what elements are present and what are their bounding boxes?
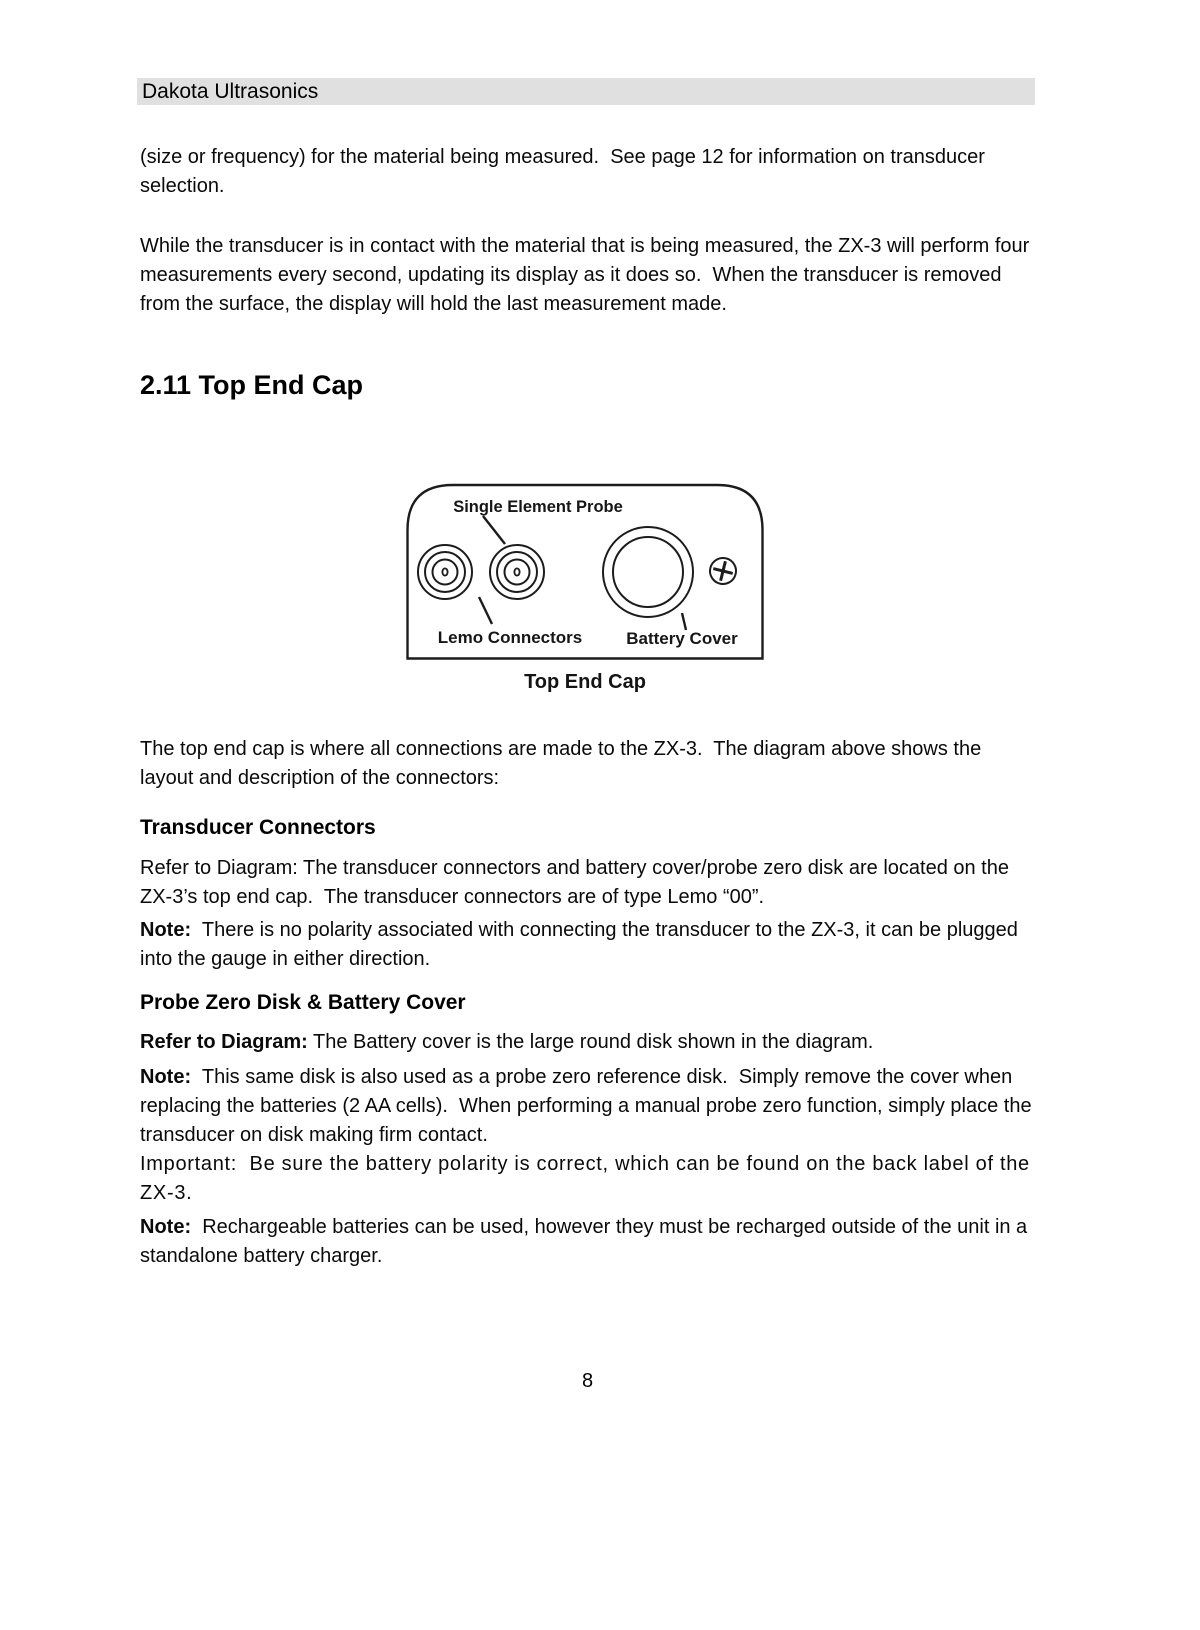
paragraph-note-polarity — [140, 916, 1035, 974]
paragraph-refer-transducer: Refer to Diagram: The transducer connectors and battery cover/probe zero disk are located on the ZX-3’s top end cap. The transducer connectors are of type Lemo “00”. — [140, 857, 1015, 908]
paragraph-top-cap-connections: The top end cap is where all connections are made to the ZX-3. The diagram above shows the layout and description of the connectors: — [140, 738, 987, 789]
manual-page — [0, 78, 1200, 1630]
battery-cover-disk — [603, 527, 693, 617]
top-end-cap-diagram-drawing — [406, 483, 764, 660]
note-disk-lead: Note: — [140, 1066, 192, 1088]
paragraph-measurement-behavior: While the transducer is in contact with the material that is being measured, the ZX-3 will perform four measurements every second, updating its display as it does so. When the transducer is removed from the surface, the display will hold the last measurement made. — [140, 235, 1035, 315]
important-lead: Important: — [140, 1153, 238, 1175]
section-heading-top-end-cap: 2.11 Top End Cap — [140, 370, 364, 400]
note-disk-text: This same disk is also used as a probe zero reference disk. Simply remove the cover when replacing the batteries (2 AA cells). When performing a manual probe zero function, simply place the transducer on disk making firm contact. — [140, 1066, 1038, 1146]
screw-icon — [707, 555, 739, 587]
note-polarity-text: There is no polarity associated with connecting the transducer to the ZX-3, it can be plugged into the gauge in either direction. — [140, 919, 1024, 970]
important-text: Be sure the battery polarity is correct, which can be found on the back label of the ZX-3. — [140, 1153, 1037, 1204]
diagram-label-battery-cover: Battery Cover — [626, 629, 738, 648]
lemo-connector-right — [490, 545, 544, 599]
paragraph-important-battery-polarity — [140, 1150, 1035, 1208]
paragraph-refer-battery — [140, 1028, 1035, 1057]
lemo-pointer-line — [479, 597, 492, 624]
note-batteries-text: Rechargeable batteries can be used, however they must be recharged outside of the unit in a standalone battery charger. — [140, 1216, 1033, 1267]
lemo-connector-left — [418, 545, 472, 599]
page-number: 8 — [581, 1370, 594, 1392]
note-batteries-lead: Note: — [140, 1216, 192, 1238]
probe-pointer-line — [483, 516, 505, 544]
refer-battery-lead: Refer to Diagram: — [140, 1031, 308, 1053]
paragraph-note-rechargeable — [140, 1213, 1035, 1271]
note-polarity-lead: Note: — [140, 919, 192, 941]
top-end-cap-diagram — [406, 483, 764, 660]
heading-probe-zero-disk: Probe Zero Disk & Battery Cover — [140, 991, 466, 1014]
paragraph-note-probe-zero-disk — [140, 1063, 1038, 1150]
page-header-title: Dakota Ultrasonics — [142, 79, 319, 103]
diagram-caption: Top End Cap — [524, 671, 646, 693]
diagram-label-single-element-probe: Single Element Probe — [453, 498, 623, 516]
battery-pointer-line — [682, 613, 686, 630]
page-header-bar — [137, 78, 1035, 105]
heading-transducer-connectors: Transducer Connectors — [140, 816, 376, 839]
diagram-label-lemo-connectors: Lemo Connectors — [437, 628, 583, 647]
paragraph-transducer-selection: (size or frequency) for the material being measured. See page 12 for information on transducer selection. — [140, 146, 991, 197]
refer-battery-text: The Battery cover is the large round disk shown in the diagram. — [307, 1031, 874, 1053]
